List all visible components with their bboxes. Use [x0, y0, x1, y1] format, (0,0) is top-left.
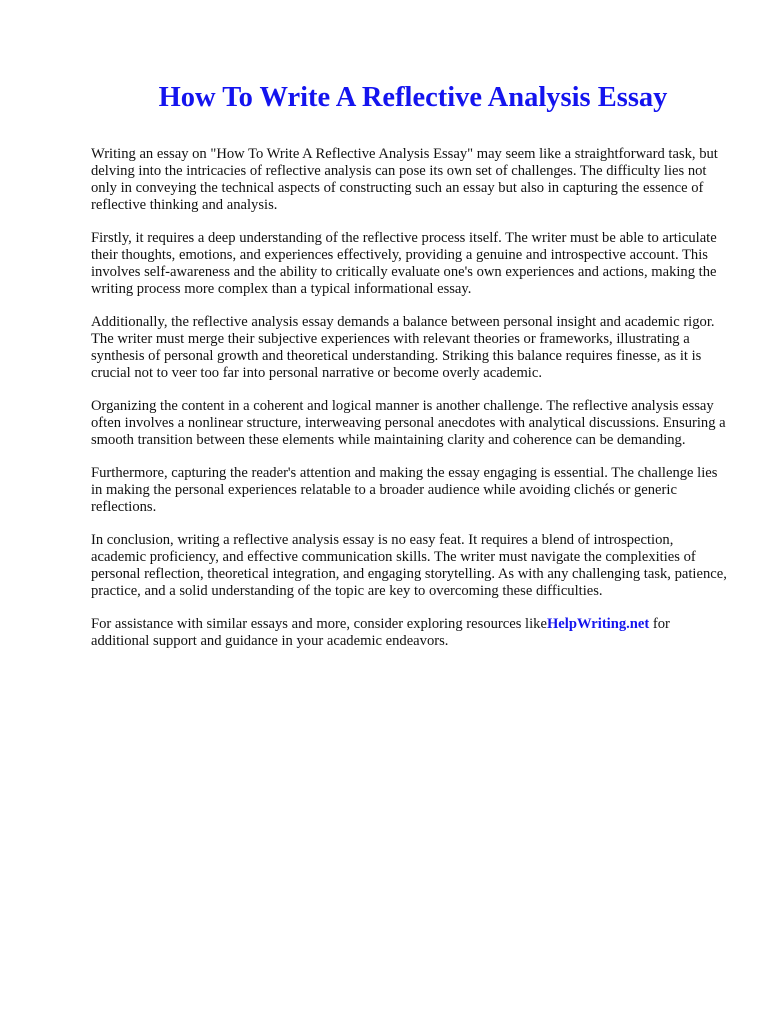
document-body — [91, 146, 731, 666]
paragraph-intro: Writing an essay on "How To Write A Reflective Analysis Essay" may seem like a straightforward task, but delving into the intricacies of reflective analysis can pose its own set of challenges. The difficulty lies not only in conveying the technical aspects of constructing such an essay but also in capturing the essence of reflective thinking and analysis. — [91, 146, 718, 213]
closing-text-after-link: for additional support and guidance in your academic endeavors. — [91, 616, 670, 649]
paragraph-balance: Additionally, the reflective analysis essay demands a balance between personal insight and academic rigor. The writer must merge their subjective experiences with relevant theories or frameworks, illustrating a synthesis of personal growth and theoretical understanding. Striking this balance requires finesse, as it is crucial not to veer too far into personal narrative or become overly academic. — [91, 314, 715, 381]
paragraph-closing — [91, 616, 731, 650]
paragraph-conclusion: In conclusion, writing a reflective analysis essay is no easy feat. It requires a blend of introspection, academic proficiency, and effective communication skills. The writer must navigate the complexities of personal reflection, theoretical integration, and engaging storytelling. As with any challenging task, patience, practice, and a solid understanding of the topic are key to overcoming these difficulties. — [91, 532, 727, 599]
paragraph-engagement: Furthermore, capturing the reader's attention and making the essay engaging is essential. The challenge lies in making the personal experiences relatable to a broader audience while avoiding clichés or generic reflections. — [91, 465, 718, 515]
closing-text-before-link: For assistance with similar essays and more, consider exploring resources like — [91, 616, 547, 632]
helpwriting-link[interactable]: HelpWriting.net — [546, 616, 650, 632]
page-title: How To Write A Reflective Analysis Essay — [158, 82, 668, 113]
paragraph-organization: Organizing the content in a coherent and logical manner is another challenge. The reflective analysis essay often involves a nonlinear structure, interweaving personal anecdotes with analytical discussions. Ensuring a smooth transition between these elements while maintaining clarity and coherence can be demanding. — [91, 398, 726, 448]
paragraph-reflective-process: Firstly, it requires a deep understanding of the reflective process itself. The writer must be able to articulate their thoughts, emotions, and experiences effectively, providing a genuine and introspective account. This involves self-awareness and the ability to critically evaluate one's own experiences and actions, making the writing process more complex than a typical informational essay. — [91, 230, 717, 297]
